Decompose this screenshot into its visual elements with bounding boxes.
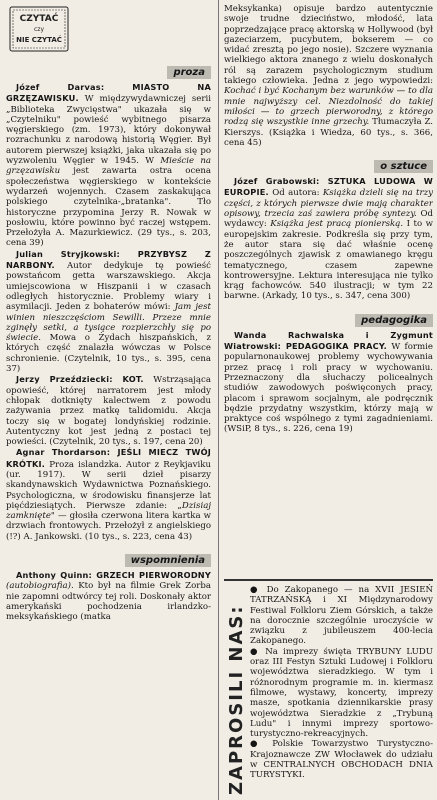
- review-text: W formie popularnonaukowej problemy wychowywania przez pracę i roli pracy w wychowaniu. Przeznaczony dla słuchaczy policealnych studiów zawodowych poświęconych pracy, placom i sprawom socjalnym, ale podręcznik będzie przydatny wszystkim, którzy mają w praktyce coś wspólnego z tymi zagadnieniami. (WSiP, 8 tys., s. 226, cena 19): [224, 342, 433, 435]
- review-text: I to w europejskim zakresie. Podkreśla się przy tym, że autor stara się dać właśnie ocenę poszczególnych zjawisk z omawianego kręgu tematycznego, czasem zapewne kontrowersyjne. Lektura interesująca nie tylko krąg fachowców. 540 ilustracji; w tym 22 barwne. (Arkady, 10 tys., s. 347, cena 300): [224, 219, 433, 302]
- review-text: Tłumaczyła Z. Kierszys. (Książka i Wiedza, 60 tys., s. 366, cena 45): [224, 117, 433, 148]
- svg-text:NIE CZYTAĆ: NIE CZYTAĆ: [16, 36, 62, 44]
- review-italic: (autobiografia).: [6, 581, 74, 592]
- svg-text:czy: czy: [34, 26, 44, 33]
- invitations-box: [224, 579, 433, 800]
- section-o-sztuce: [224, 154, 433, 173]
- review-quinn-continued: [224, 4, 433, 148]
- review-stryjkowski: [6, 249, 211, 375]
- review-title: Anthony Quinn: GRZECH PIERWORODNY: [16, 570, 211, 581]
- review-title: Agnar Thordarson: JEŚLI MIECZ TWÓJ KRÓTKI.: [6, 447, 211, 469]
- review-grabowski: [224, 176, 433, 302]
- review-text: Proza islandzka. Autor z Reykjaviku (ur. 1917). W serii dzieł pisarzy skandynawskich Wydawnictwa Poznańskiego. Psychologiczna, w środowisku finansjerze lat pięćdziesiątych. Pierwsze zdanie: „: [6, 459, 211, 511]
- review-text: Meksykanka) opisuje bardzo autentycznie swoje trudne dzieciństwo, młodość, lata poprzedzające pracę aktorską w Hollywood (był gazeciarzem, pucybutem, bokserem — co widać zresztą po jego nosie). Szczere wyznania wielkiego aktora znanego z wielu doskonałych ról są zarazem psychologicznym studium takiego człowieka. Jedna z jego wypowiedzi:: [224, 4, 433, 87]
- section-wspomnienia: [6, 548, 211, 567]
- section-proza: [6, 60, 211, 79]
- review-quinn: [6, 570, 211, 622]
- review-rachwalska: [224, 330, 433, 435]
- review-title: Julian Stryjkowski: PRZYBYSZ Z NARBONY.: [6, 248, 211, 271]
- svg-text:CZYTAĆ: CZYTAĆ: [19, 14, 59, 24]
- czytac-logo-icon: [8, 4, 70, 54]
- column-divider: [218, 0, 219, 800]
- review-text: jest zawarta ostra ocena społeczeństwa węgierskiego w kontekście wydarzeń wojennych. Czasem zaskakująca polskiego czytelnika-„bratanka". Tło historyczne przypomina Jerzy R. Nowak w posłowiu, które powinno być raczej wstępem. Przełożyła A. Mazurkiewicz. (29 tys., s. 203, cena 39): [6, 166, 211, 249]
- section-label: o sztuce: [374, 160, 433, 173]
- review-text: Od wydawcy:: [224, 209, 433, 230]
- invitation-item: ● Do Zakopanego — na XVII JESIEŃ TATRZAŃSKĄ i XI Międzynarodowy Festiwal Folkloru Ziem Górskich, a także na dorocznie szczególnie uroczyście w związku z jubileuszem 400-lecia Zakopanego.: [250, 585, 433, 647]
- review-text: Od autora:: [272, 188, 320, 199]
- review-italic: Mieście na grzęzawisku: [6, 156, 211, 177]
- section-label: pedagogika: [355, 314, 433, 327]
- review-quote: Jam jest winien nieszczęściom Sewilli. Przeze mnie zginęły setki, a tysiące rozpierzchły się po świecie.: [6, 302, 211, 344]
- review-quote: Książka jest pracą pionierską.: [270, 219, 404, 230]
- review-text: Mowa o Żydach hiszpańskich, z których część znalazła wówczas w Polsce schronienie. (Czytelnik, 10 tys., s. 395, cena 37): [6, 333, 211, 375]
- invitations-vertical-title: ZAPROSILI NAS:: [226, 604, 247, 795]
- review-text: Kto był na filmie Grek Zorba nie zapomni odtwórcy tej roli. Doskonały aktor amerykański pochodzenia irlandzko-meksykańskiego (matka: [6, 581, 211, 623]
- review-text: Wstrząsająca opowieść, której narratorem jest młody chłopak dotknięty kalectwem z powodu zażywania przez matkę talidomidu. Akcja toczy się w bogatej londyńskiej rodzinie. Autentyczny kot jest jedną z postaci tej powieści. (Czytelnik, 20 tys., s. 197, cena 20): [6, 375, 211, 448]
- review-italic: Dzisiaj zamknięte: [6, 500, 211, 522]
- review-text: W międzywydawniczej serii „Biblioteka Zwycięstwa" ukazała się w „Czytelniku" powieść wybitnego pisarza węgierskiego (zm. 1973), który dokonywał rozrachunku z narodową historią Węgier. Był autorem pierwszej książki, jaka ukazała się po wyzwoleniu Węgier w 1945. W: [6, 94, 211, 167]
- review-title: Józef Darvas: MIASTO NA GRZĘZAWISKU.: [6, 82, 211, 104]
- right-column: [224, 4, 433, 800]
- section-pedagogika: [224, 308, 433, 327]
- review-title: Wanda Rachwalska i Zygmunt Wiatrowski: PEDAGOGIKA PRACY.: [224, 329, 433, 352]
- review-darvas: [6, 82, 211, 249]
- left-column: [6, 4, 211, 800]
- review-przezdziecki: [6, 374, 211, 447]
- review-title: Józef Grabowski: SZTUKA LUDOWA W EUROPIE.: [224, 176, 433, 198]
- review-title: Jerzy Przeździecki: KOT.: [16, 374, 144, 385]
- review-quote: Kochać i być Kochanym bez warunków — to dla mnie najwyższy cel. Niezdolność do takiej miłości — to grzech pierworodny, z którego rodzą się wszystkie inne grzechy.: [224, 86, 433, 128]
- review-thordarson: [6, 447, 211, 542]
- invitation-item: ● Polskie Towarzystwo Turystyczno-Krajoznawcze ZW Włocławek do udziału w CENTRALNYCH OBCHODACH DNIA TURYSTYKI.: [250, 739, 433, 781]
- review-text: " — głosiła czerwona litera kartka w drzwiach frontowych. Przełożył z angielskiego (!?) A. Jankowski. (10 tys., s. 223, cena 43): [6, 511, 211, 542]
- section-label: proza: [167, 66, 211, 79]
- section-label: wspomnienia: [125, 554, 211, 567]
- review-text: Autor dedykuje tę powieść powstańcom getta warszawskiego. Akcja umiejscowiona w Hiszpanii i w czasach odległych historycznie. Problemy wiary i asymilacji. Jeden z bohaterów mówi:: [6, 261, 211, 313]
- invitation-item: ● Na imprezy święta TRYBUNY LUDU oraz III Festyn Sztuki Ludowej i Folkloru województwa sieradzkiego. W tym i różnorodnym programie m. in. kiermasz filmowe, wystawy, koncerty, imprezy masze, spotkania dziennikarskie prasy województwa Sieradzkie z „Trybuną Ludu" i innymi imprezy sportowo-turystyczno-rekreacyjnych.: [250, 646, 433, 740]
- invitations-list: [250, 585, 433, 781]
- review-quote: Książka dzieli się na trzy części, z których pierwsze dwie mają charakter opisowy, trzecia zaś zawiera próbę syntezy.: [224, 188, 433, 220]
